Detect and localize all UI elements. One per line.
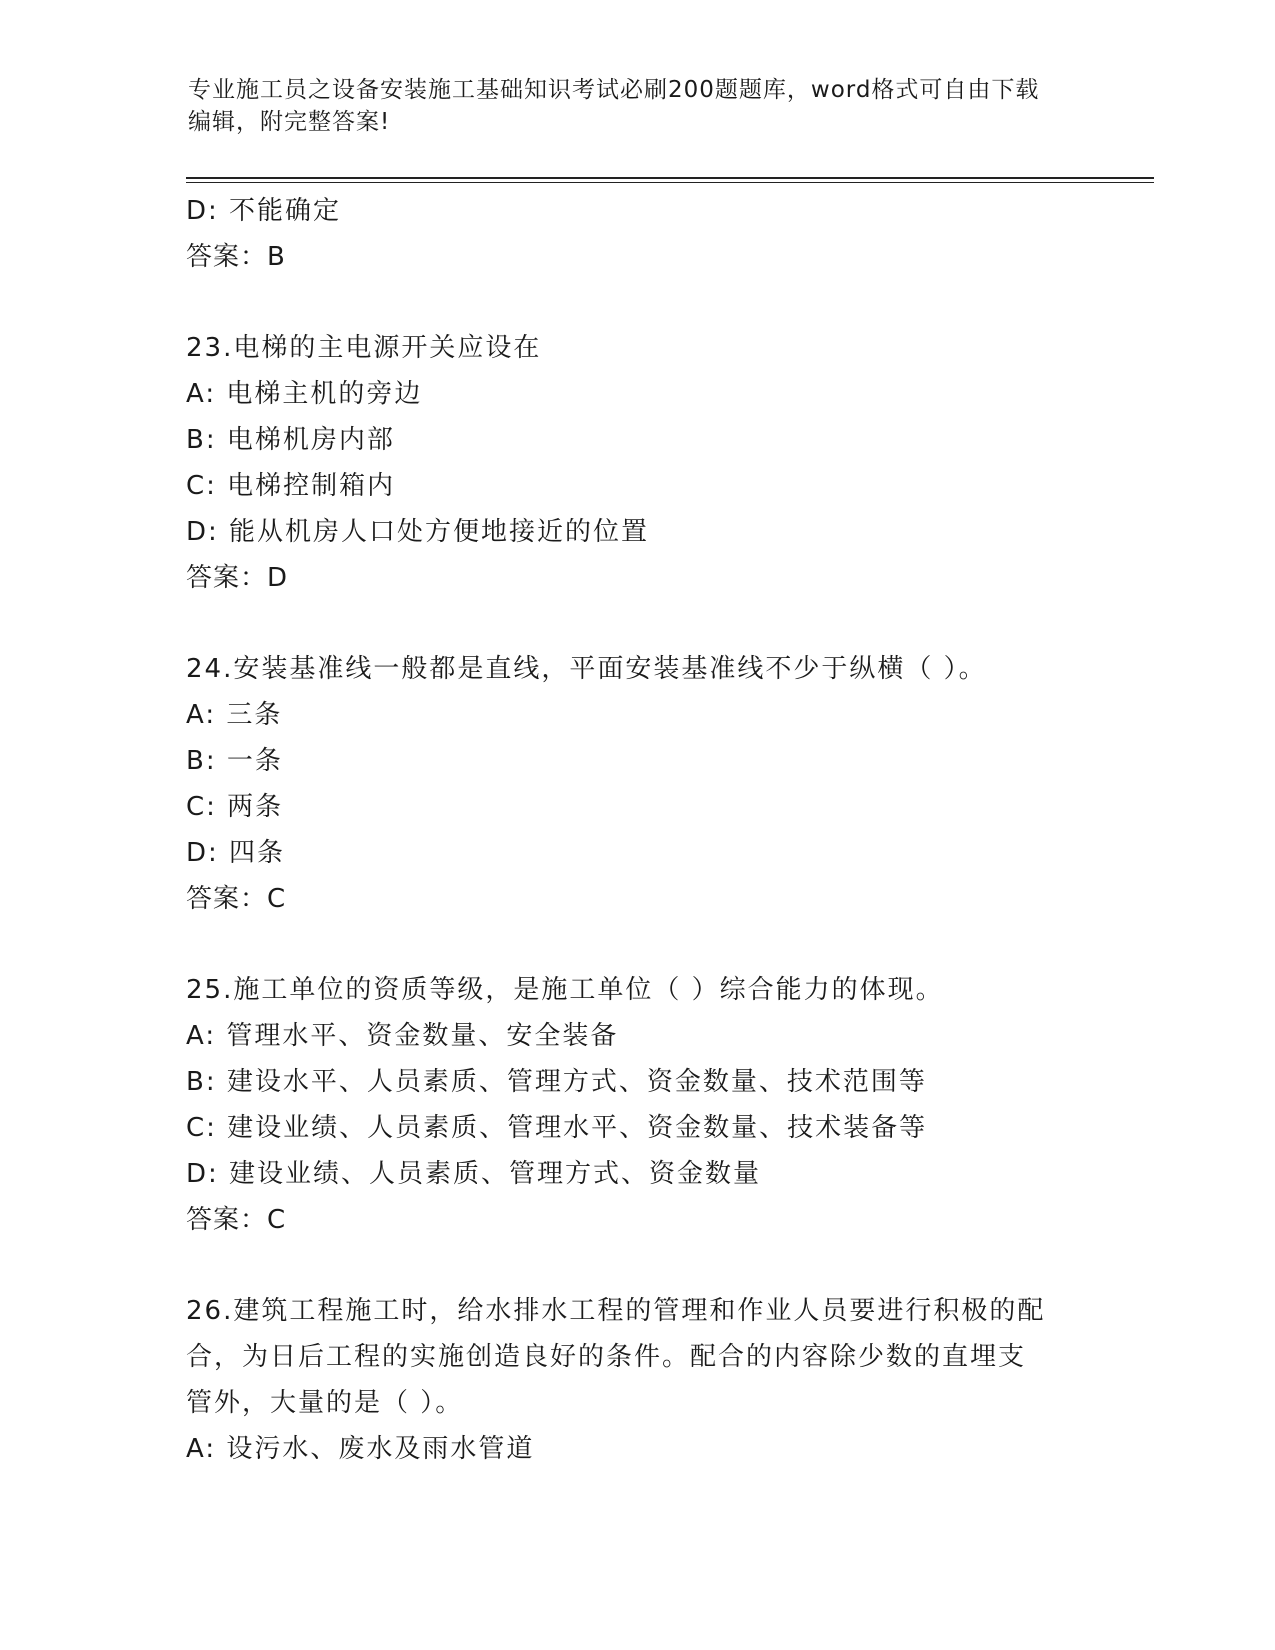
question-22-tail [186, 188, 1086, 280]
question-stem-line-3: 管外，大量的是（ ）。 [186, 1388, 464, 1418]
option-c: C: 建设业绩、人员素质、管理水平、资金数量、技术装备等 [186, 1113, 928, 1143]
header-title-line-2: 编辑，附完整答案! [188, 109, 391, 135]
answer: 答案：D [186, 563, 289, 593]
question-stem: 24.安装基准线一般都是直线，平面安装基准线不少于纵横（ ）。 [186, 654, 987, 684]
answer: 答案：B [186, 242, 286, 272]
question-25 [186, 967, 1086, 1243]
option-b: B: 建设水平、人员素质、管理方式、资金数量、技术范围等 [186, 1067, 927, 1097]
question-stem-line-2: 合，为日后工程的实施创造良好的条件。配合的内容除少数的直埋支 [186, 1342, 1027, 1372]
question-26 [186, 1288, 1086, 1472]
question-list [186, 188, 1086, 1472]
question-stem: 23.电梯的主电源开关应设在 [186, 333, 542, 363]
page-header [188, 74, 1088, 138]
option-c: C: 两条 [186, 792, 284, 822]
option-b: B: 电梯机房内部 [186, 425, 395, 455]
option-d: D: 四条 [186, 838, 286, 868]
header-divider-thin [186, 182, 1154, 183]
answer: 答案：C [186, 884, 287, 914]
question-stem-line-1: 26.建筑工程施工时，给水排水工程的管理和作业人员要进行积极的配 [186, 1296, 1046, 1326]
option-b: B: 一条 [186, 746, 283, 776]
header-title-line-1: 专业施工员之设备安装施工基础知识考试必刷200题题库，word格式可自由下载 [188, 77, 1040, 103]
question-23 [186, 325, 1086, 601]
header-divider-thick [186, 177, 1154, 179]
option-d: D: 不能确定 [186, 196, 342, 226]
option-d: D: 建设业绩、人员素质、管理方式、资金数量 [186, 1159, 762, 1189]
option-a: A: 三条 [186, 700, 283, 730]
option-a: A: 管理水平、资金数量、安全装备 [186, 1021, 619, 1051]
option-a: A: 设污水、废水及雨水管道 [186, 1434, 535, 1464]
question-24 [186, 646, 1086, 922]
answer: 答案：C [186, 1205, 287, 1235]
option-a: A: 电梯主机的旁边 [186, 379, 423, 409]
option-c: C: 电梯控制箱内 [186, 471, 396, 501]
question-stem: 25.施工单位的资质等级，是施工单位（ ）综合能力的体现。 [186, 975, 944, 1005]
option-d: D: 能从机房人口处方便地接近的位置 [186, 517, 650, 547]
